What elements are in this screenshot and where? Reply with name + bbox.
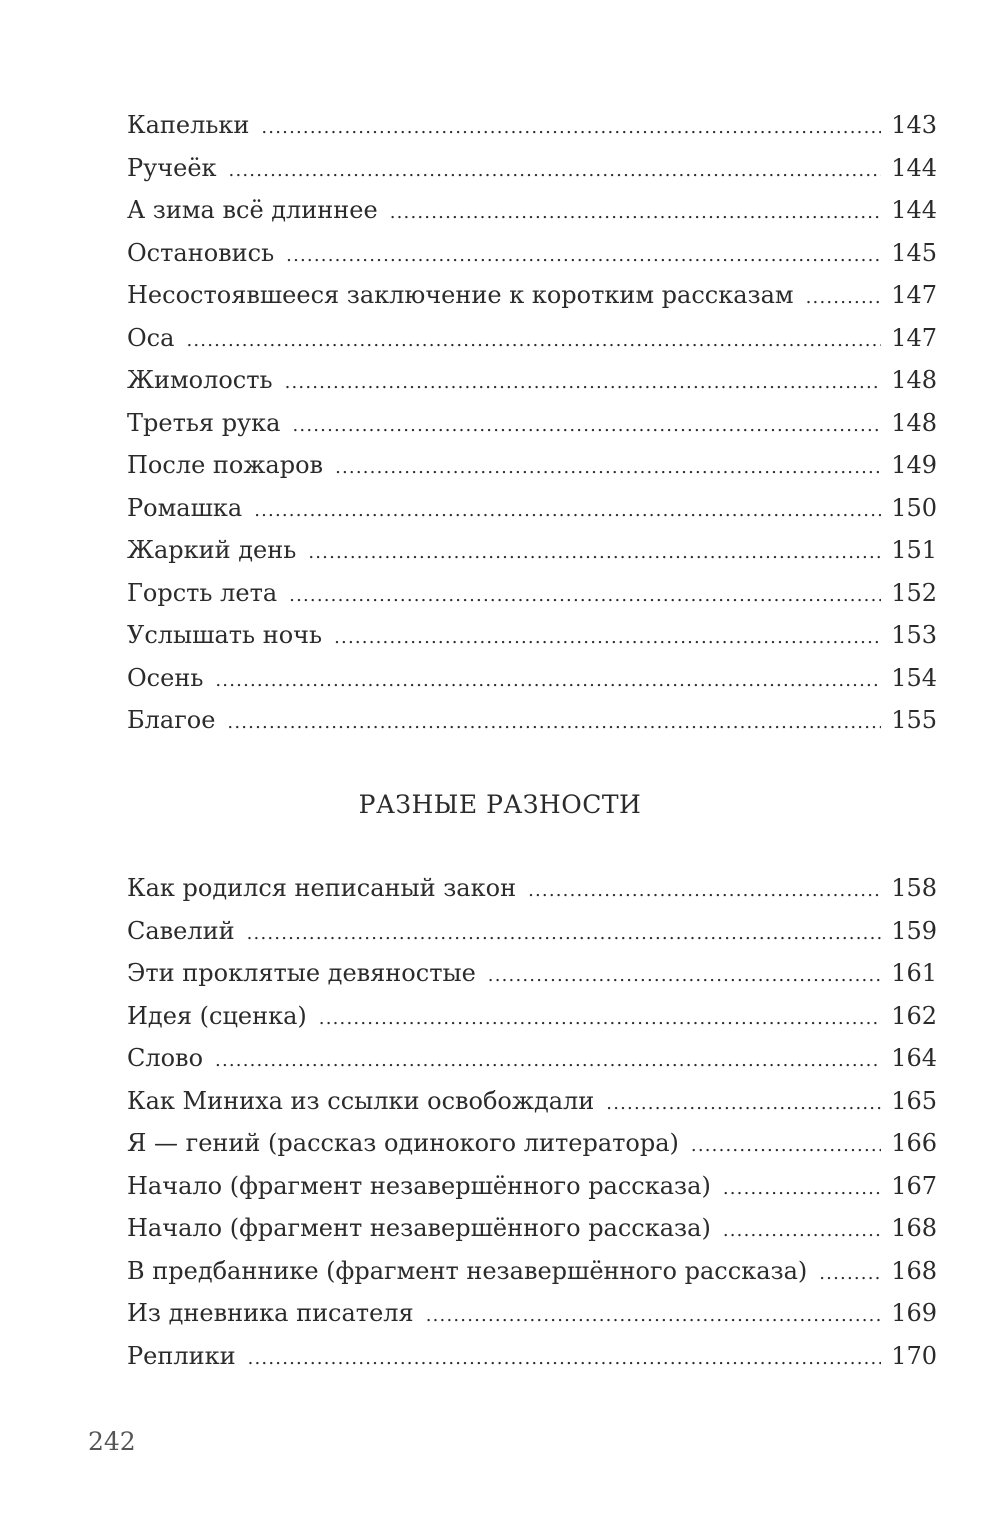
dot-leader <box>390 192 881 235</box>
dot-leader <box>227 702 881 745</box>
toc-entry-page: 149 <box>891 451 937 479</box>
dot-leader <box>308 532 881 575</box>
toc-entry <box>127 1335 937 1378</box>
toc-entry-title: Слово <box>127 1044 204 1072</box>
toc-entry <box>127 1207 937 1250</box>
toc-entry <box>127 1292 937 1335</box>
toc-entry <box>127 867 937 910</box>
toc-entry-page: 144 <box>891 196 937 224</box>
toc-entry-title: Идея (сценка) <box>127 1001 307 1030</box>
toc-entry-page: 154 <box>891 663 937 692</box>
dot-leader <box>292 405 881 448</box>
dot-leader <box>606 1083 881 1126</box>
toc-entry-title: Оса <box>127 323 175 352</box>
dot-leader <box>229 150 882 193</box>
toc-entry <box>127 995 937 1038</box>
toc-entry <box>127 1037 937 1080</box>
toc-entry-page: 153 <box>891 621 937 649</box>
toc-entry-page: 168 <box>891 1256 937 1285</box>
toc-entry-title: Как родился неписаный закон <box>127 874 517 902</box>
toc-entry <box>127 1250 937 1293</box>
toc-entry <box>127 317 937 360</box>
toc-entry-title: Остановись <box>127 238 275 267</box>
toc-entry-title: А зима всё длиннее <box>127 196 378 224</box>
dot-leader <box>334 617 881 660</box>
toc-entry-title: Ручеёк <box>127 153 217 182</box>
toc-entry-title: Третья рука <box>127 408 281 437</box>
toc-entry-title: Я — гений (рассказ одинокого литератора) <box>127 1129 679 1157</box>
dot-leader <box>215 1040 881 1083</box>
toc-entry-page: 148 <box>891 408 937 437</box>
toc-entry <box>127 189 937 232</box>
toc-entry <box>127 572 937 615</box>
toc-entry <box>127 359 937 402</box>
toc-entry-title: Савелий <box>127 916 235 945</box>
toc-entry-page: 147 <box>891 281 937 309</box>
dot-leader <box>723 1168 881 1211</box>
toc-entry-title: Осень <box>127 663 204 692</box>
toc-entry-title: Начало (фрагмент незавершённого рассказа) <box>127 1214 711 1242</box>
toc-entry-page: 150 <box>891 493 937 522</box>
toc-entry <box>127 529 937 572</box>
toc-entry <box>127 614 937 657</box>
toc-entry-title: После пожаров <box>127 451 324 479</box>
toc-entry-title: Эти проклятые девяностые <box>127 959 476 987</box>
toc-entry-page: 144 <box>891 153 937 182</box>
section-heading: РАЗНЫЕ РАЗНОСТИ <box>358 790 642 819</box>
toc-entry-title: Благое <box>127 706 216 734</box>
toc-entry-title: Жаркий день <box>127 536 297 564</box>
toc-entry-page: 151 <box>891 536 937 564</box>
toc-entry <box>127 147 937 190</box>
toc-entry-title: Несостоявшееся заключение к коротким рассказам <box>127 281 794 309</box>
toc-entry <box>127 657 937 700</box>
toc-entry-page: 169 <box>891 1299 937 1327</box>
dot-leader <box>186 320 881 363</box>
dot-leader <box>528 870 881 913</box>
dot-leader <box>691 1125 881 1168</box>
page-number: 242 <box>88 1427 136 1456</box>
toc-entry-title: Ромашка <box>127 493 243 522</box>
dot-leader <box>819 1253 881 1296</box>
toc-entry-title: Жимолость <box>127 366 273 394</box>
dot-leader <box>289 575 881 618</box>
toc-entry-page: 164 <box>891 1044 937 1072</box>
dot-leader <box>286 235 881 278</box>
toc-entry-title: Услышать ночь <box>127 621 323 649</box>
dot-leader <box>335 447 881 490</box>
dot-leader <box>247 913 882 956</box>
table-of-contents-part-2 <box>127 867 937 1377</box>
toc-entry <box>127 402 937 445</box>
toc-entry-page: 143 <box>891 111 937 139</box>
toc-entry-page: 155 <box>891 706 937 734</box>
toc-entry <box>127 487 937 530</box>
toc-entry-page: 167 <box>891 1171 937 1200</box>
toc-entry-title: Из дневника писателя <box>127 1299 414 1327</box>
toc-entry-title: Как Миниха из ссылки освобождали <box>127 1086 595 1115</box>
dot-leader <box>248 1338 882 1381</box>
toc-entry-page: 165 <box>891 1086 937 1115</box>
toc-entry <box>127 952 937 995</box>
toc-entry-title: Капельки <box>127 111 250 139</box>
toc-entry <box>127 274 937 317</box>
dot-leader <box>426 1295 882 1338</box>
toc-entry-title: Реплики <box>127 1341 236 1370</box>
toc-entry-page: 152 <box>891 578 937 607</box>
dot-leader <box>285 362 882 405</box>
dot-leader <box>261 107 881 150</box>
dot-leader <box>319 998 881 1041</box>
toc-entry <box>127 1122 937 1165</box>
table-of-contents-part-1 <box>127 104 937 742</box>
toc-entry-page: 148 <box>891 366 937 394</box>
toc-entry <box>127 910 937 953</box>
toc-entry-title: Начало (фрагмент незавершённого рассказа) <box>127 1171 711 1200</box>
toc-entry-page: 159 <box>891 916 937 945</box>
toc-entry-title: Горсть лета <box>127 578 278 607</box>
toc-entry <box>127 699 937 742</box>
toc-entry-page: 166 <box>891 1129 937 1157</box>
toc-entry-page: 158 <box>891 874 937 902</box>
dot-leader <box>723 1210 881 1253</box>
toc-entry-page: 145 <box>891 238 937 267</box>
toc-entry <box>127 104 937 147</box>
toc-entry-title: В предбаннике (фрагмент незавершённого рассказа) <box>127 1256 808 1285</box>
toc-entry-page: 162 <box>891 1001 937 1030</box>
toc-entry <box>127 1080 937 1123</box>
toc-entry-page: 170 <box>891 1341 937 1370</box>
toc-entry <box>127 232 937 275</box>
toc-entry-page: 168 <box>891 1214 937 1242</box>
toc-entry-page: 161 <box>891 959 937 987</box>
toc-entry-page: 147 <box>891 323 937 352</box>
toc-entry <box>127 1165 937 1208</box>
dot-leader <box>488 955 881 998</box>
dot-leader <box>254 490 881 533</box>
dot-leader <box>806 277 882 320</box>
toc-entry <box>127 444 937 487</box>
dot-leader <box>215 660 881 703</box>
